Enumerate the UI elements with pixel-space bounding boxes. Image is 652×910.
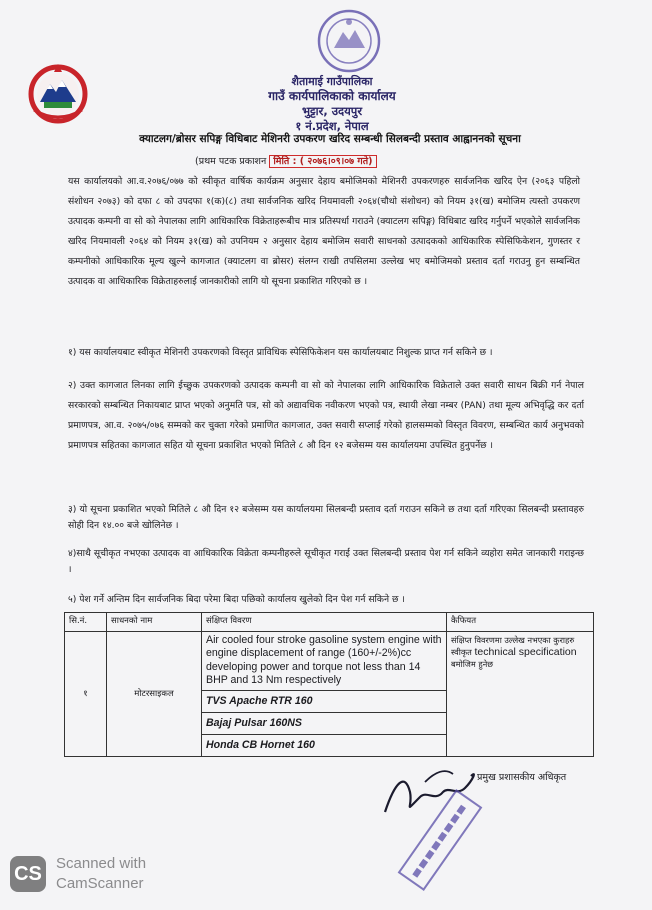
col-header-description: संक्षिप्त विवरण bbox=[202, 613, 447, 632]
col-header-vehicle: साधनको नाम bbox=[107, 613, 202, 632]
cell-sn: १ bbox=[65, 632, 107, 757]
office-seal-icon bbox=[316, 8, 382, 74]
model-bajaj-pulsar: Bajaj Pulsar 160NS bbox=[202, 712, 447, 734]
vehicle-spec-table bbox=[64, 612, 594, 757]
watermark-line-1: Scanned with bbox=[56, 855, 147, 872]
model-honda-hornet: Honda CB Hornet 160 bbox=[202, 734, 447, 756]
model-tvs-apache: TVS Apache RTR 160 bbox=[202, 690, 447, 712]
scanner-watermark bbox=[56, 854, 146, 894]
remark-part1: संक्षिप्त विवरणमा उल्लेख नभएका कुराहरु स्वीकृत bbox=[451, 635, 575, 657]
cell-description: Air cooled four stroke gasoline system engine with engine displacement of range (160+/-2%)cc developing power and torque not less than 14 BHP and 13 Nm respectively bbox=[202, 632, 447, 691]
cell-remarks bbox=[447, 632, 594, 757]
first-publication-label: (प्रथम पटक प्रकाशन bbox=[195, 156, 267, 167]
col-header-sn: सि.नं. bbox=[65, 613, 107, 632]
camscanner-logo-icon: CS bbox=[10, 856, 46, 892]
table-header-row bbox=[65, 613, 594, 632]
clause-3: ३) यो सूचना प्रकाशित भएको मितिले ८ औ दिन १२ बजेसम्म यस कार्यालयमा सिलबन्दी प्रस्ताव दर्ता गराउन सकिने छ तथा दर्ता गरिएका सिलबन्दी प्रस्तावहरु सोही दिन १४.०० बजे खोलिनेछ । bbox=[68, 504, 584, 531]
nepal-emblem-icon bbox=[28, 62, 88, 124]
publication-date: मिति : ( २०७६।०९।०७ गते) bbox=[269, 155, 376, 168]
office-location: भुट्टार, उदयपुर bbox=[301, 104, 363, 118]
municipality-name: शैतामाई गाउँपालिका bbox=[291, 75, 373, 88]
table-row bbox=[65, 632, 594, 691]
officer-title: प्रमुख प्रशासकीय अधिकृत bbox=[477, 772, 567, 783]
clause-2: २) उक्त कागजात लिनका लागि ईच्छुक उपकरणको उत्पादक कम्पनी वा सो को नेपालका लागि आधिकारिक विक्रेताले उक्त सवारी साधन बिक्री गर्न नेपाल सरकारको सम्बन्धित निकायबाट प्राप्त भएको अनुमति पत्र, सो को अद्यावधिक नवीकरण भएको पत्र, स्थायी लेखा नम्बर (PAN) तथा मूल्य अभिवृद्धि कर दर्ता प्रमाणपत्र, आ.व. २०७५/०७६ सम्मको कर चुक्ता गरेको प्रमाणित कागजात, उक्त सवारी सप्लाई गरेको हालसम्मको विस्तृत विवरण, सम्बन्धित कार्य अनुभवको प्रमाणपत्र सहितका कागजात सहित यो सूचना प्रकाशित भएको मितिले ८ औ दिन १२ बजेसम्म यस कार्यालयमा उपस्थित हुनुपर्नेछ । bbox=[68, 380, 584, 451]
clause-4: ४)साथै सूचीकृत नभएका उत्पादक वा आधिकारिक विक्रेता कम्पनीहरुले सूचीकृत गराई उक्त सिलबन्दी प्रस्ताव पेश गर्न सकिने व्यहोरा समेत जानकारी गराइन्छ । bbox=[68, 548, 584, 575]
first-publication-line bbox=[195, 154, 377, 167]
office-letterhead bbox=[232, 74, 432, 134]
clause-5: ५) पेश गर्ने अन्तिम दिन सार्वजनिक बिदा परेमा बिदा पछिको कार्यालय खुलेको दिन पेश गर्न सकिने छ । bbox=[68, 594, 405, 605]
cell-vehicle: मोटरसाइकल bbox=[107, 632, 202, 757]
col-header-remarks: कैफियत bbox=[447, 613, 594, 632]
intro-paragraph: यस कार्यालयको आ.व.२०७६/०७७ को स्वीकृत वार्षिक कार्यक्रम अनुसार देहाय बमोजिमको मेशिनरी उपकरणहरु सार्वजनिक खरिद ऐन (२०६३ पहिलो संशोधन २०७३) को दफा ८ को उपदफा १(क)(८) तथा सार्वजनिक खरिद नियमावली २०६४(चौथो संशोधन) को नियम ३१(ख) बमोजिम त्यस्तो उपकरण उत्पादक कम्पनी वा सो को नेपालका लागि आधिकारिक विक्रेताहरूबीच मात्र प्रतिस्पर्धा गराउने (क्याटलग सपिङ्ग) विधिबाट खरिद गर्नुपर्ने भएकोले सार्वजनिक खरिद नियमावली २०६४ को नियम ३१(ख) को उपनियम २ अनुसार देहाय बमोजिम सवारी साधनको उत्पादकको आधिकारिक स्पेसिफिकेशन, गुणस्तर र कम्पनीको आधिकारिक मूल्य खुल्ने कागजात (क्याटलग वा ब्रोसर) संलग्न राखी तपसिलमा उल्लेख भए बमोजिमको प्रस्ताव दर्ता गराउनु हुन सम्बन्धित उत्पादक वा आधिकारिक विक्रेताहरुलाई जानकारीको लागि यो सूचना प्रकाशित गरिएको छ । bbox=[68, 176, 580, 287]
office-name: गाउँ कार्यपालिकाको कार्यालय bbox=[268, 89, 396, 103]
notice-title: क्याटलग/ब्रोसर सपिङ्ग विधिबाट मेशिनरी उपकरण खरिद सम्बन्धी सिलबन्दी प्रस्ताव आह्वाननको सूचना bbox=[139, 133, 521, 145]
watermark-line-2: CamScanner bbox=[56, 875, 144, 892]
remark-part2: बमोजिम हुनेछ bbox=[451, 659, 494, 669]
province-line: १ नं.प्रदेश, नेपाल bbox=[295, 119, 369, 133]
clause-1: १) यस कार्यालयबाट स्वीकृत मेशिनरी उपकरणको विस्तृत प्राविधिक स्पेसिफिकेशन यस कार्यालयबाट निशुल्क प्राप्त गर्न सकिने छ । bbox=[68, 347, 493, 358]
remark-technical-spec: technical specification bbox=[474, 646, 577, 658]
officer-seal-icon bbox=[370, 780, 510, 900]
